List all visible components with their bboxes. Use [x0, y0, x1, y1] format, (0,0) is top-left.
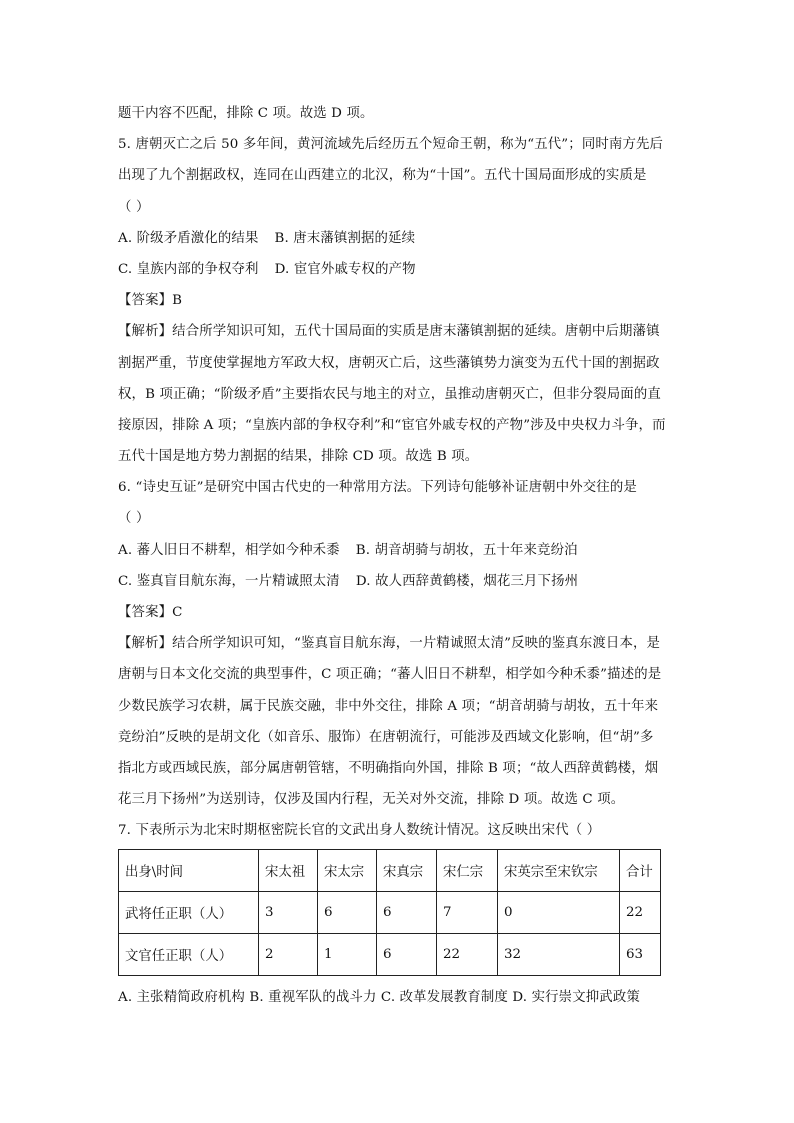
q6-analysis-line-1: 【解析】结合所学知识可知，“鉴真盲目航东海，一片精诚照太清”反映的鉴真东渡日本，是: [118, 636, 661, 652]
table-cell: 文官任正职（人）: [119, 933, 259, 975]
q5-analysis-line-1: 【解析】结合所学知识可知，五代十国局面的实质是唐末藩镇割据的延续。唐朝中后期藩镇: [118, 324, 660, 340]
table-header-cell: 宋真宗: [377, 849, 437, 891]
table-cell: 63: [620, 933, 661, 975]
table-cell: 武将任正职（人）: [119, 891, 259, 933]
q6-option-a: A. 蕃人旧日不耕犁，相学如今种禾黍: [118, 542, 340, 558]
previous-answer-tail: 题干内容不匹配，排除 C 项。故选 D 项。: [118, 106, 374, 121]
q7-stem: 7. 下表所示为北宋时期枢密院长官的文武出身人数统计情况。这反映出宋代（ ）: [118, 823, 601, 839]
table-header-cell: 宋太宗: [318, 849, 377, 891]
table-cell: 7: [437, 891, 498, 933]
table-cell: 32: [498, 933, 620, 975]
table-row: [119, 891, 661, 933]
table-row: [119, 933, 661, 975]
table-cell: 22: [437, 933, 498, 975]
q5-analysis-line-4: 接原因，排除 A 项；“皇族内部的争权夺利”和“宦官外戚专权的产物”涉及中央权力斗争，而: [118, 417, 666, 433]
q7-options: A. 主张精简政府机构 B. 重视军队的战斗力 C. 改革发展教育制度 D. 实行崇文抑武政策: [118, 989, 640, 1005]
page-content: [118, 98, 678, 1013]
q6-option-d: D. 故人西辞黄鹤楼，烟花三月下扬州: [355, 573, 579, 589]
q5-answer: 【答案】B: [118, 293, 183, 309]
q6-answer: 【答案】C: [118, 605, 183, 620]
q5-option-b: B. 唐末藩镇割据的延续: [274, 230, 416, 246]
table-header-row: [119, 849, 661, 891]
q7-statistics-table: [118, 849, 661, 976]
table-header-cell: 宋太祖: [259, 849, 318, 891]
table-cell: 0: [498, 891, 620, 933]
q5-stem-line-2: 出现了九个割据政权，连同在山西建立的北汉，称为“十国”。五代十国局面形成的实质是: [118, 168, 647, 184]
table-cell: 3: [259, 891, 318, 933]
q6-analysis-line-4: 竞纷泊”反映的是胡文化（如音乐、服饰）在唐朝流行，可能涉及西域文化影响，但“胡”多: [118, 729, 654, 745]
table-header-cell: 宋英宗至宋钦宗: [498, 849, 620, 891]
question-6: [118, 472, 678, 815]
table-header-cell: 合计: [620, 849, 661, 891]
q6-options-row-1: [118, 535, 678, 566]
q5-stem-line-3: （ ）: [118, 199, 150, 215]
table-cell: 2: [259, 933, 318, 975]
q5-stem-line-1: 5. 唐朝灭亡之后 50 多年间，黄河流域先后经历五个短命王朝，称为“五代”；同时南方先后: [118, 137, 664, 153]
q5-option-d: D. 宦官外戚专权的产物: [274, 261, 416, 277]
q5-analysis-line-5: 五代十国是地方势力割据的结果，排除 CD 项。故选 B 项。: [118, 449, 479, 465]
q5-option-a: A. 阶级矛盾激化的结果: [118, 230, 259, 246]
q5-analysis-line-3: 权，B 项正确；“阶级矛盾”主要指农民与地主的对立，虽推动唐朝灭亡，但非分裂局面的直: [118, 386, 661, 402]
q5-options-row-1: [118, 223, 678, 254]
q6-analysis-line-6: 花三月下扬州”为送别诗，仅涉及国内行程，无关对外交流，排除 D 项。故选 C 项。: [118, 792, 625, 808]
q6-analysis-line-5: 指北方或西域民族，部分属唐朝管辖，不明确指向外国，排除 B 项；“故人西辞黄鹤楼，烟: [118, 760, 659, 776]
q6-option-b: B. 胡音胡骑与胡妆，五十年来竞纷泊: [355, 542, 578, 558]
question-5: [118, 129, 678, 472]
q6-analysis-line-3: 少数民族学习农耕，属于民族交融，非中外交往，排除 A 项；“胡音胡骑与胡妆，五十年来: [118, 698, 659, 714]
q6-stem-line-2: （ ）: [118, 511, 150, 527]
q6-option-c: C. 鉴真盲目航东海，一片精诚照太清: [118, 573, 340, 589]
table-cell: 1: [318, 933, 377, 975]
table-cell: 6: [377, 891, 437, 933]
table-cell: 6: [318, 891, 377, 933]
table-cell: 22: [620, 891, 661, 933]
table-header-cell: 出身\时间: [119, 849, 259, 891]
q6-stem-line-1: 6. “诗史互证”是研究中国古代史的一种常用方法。下列诗句能够补证唐朝中外交往的是: [118, 480, 637, 496]
question-7: [118, 815, 678, 1012]
q6-analysis-line-2: 唐朝与日本文化交流的典型事件，C 项正确；“蕃人旧日不耕犁，相学如今种禾黍”描述的是: [118, 667, 662, 683]
q6-options-row-2: [118, 566, 678, 597]
q5-option-c: C. 皇族内部的争权夺利: [118, 261, 259, 277]
table-header-cell: 宋仁宗: [437, 849, 498, 891]
table-cell: 6: [377, 933, 437, 975]
q5-analysis-line-2: 割据严重，节度使掌握地方军政大权，唐朝灭亡后，这些藩镇势力演变为五代十国的割据政: [118, 355, 660, 371]
q5-options-row-2: [118, 254, 678, 285]
